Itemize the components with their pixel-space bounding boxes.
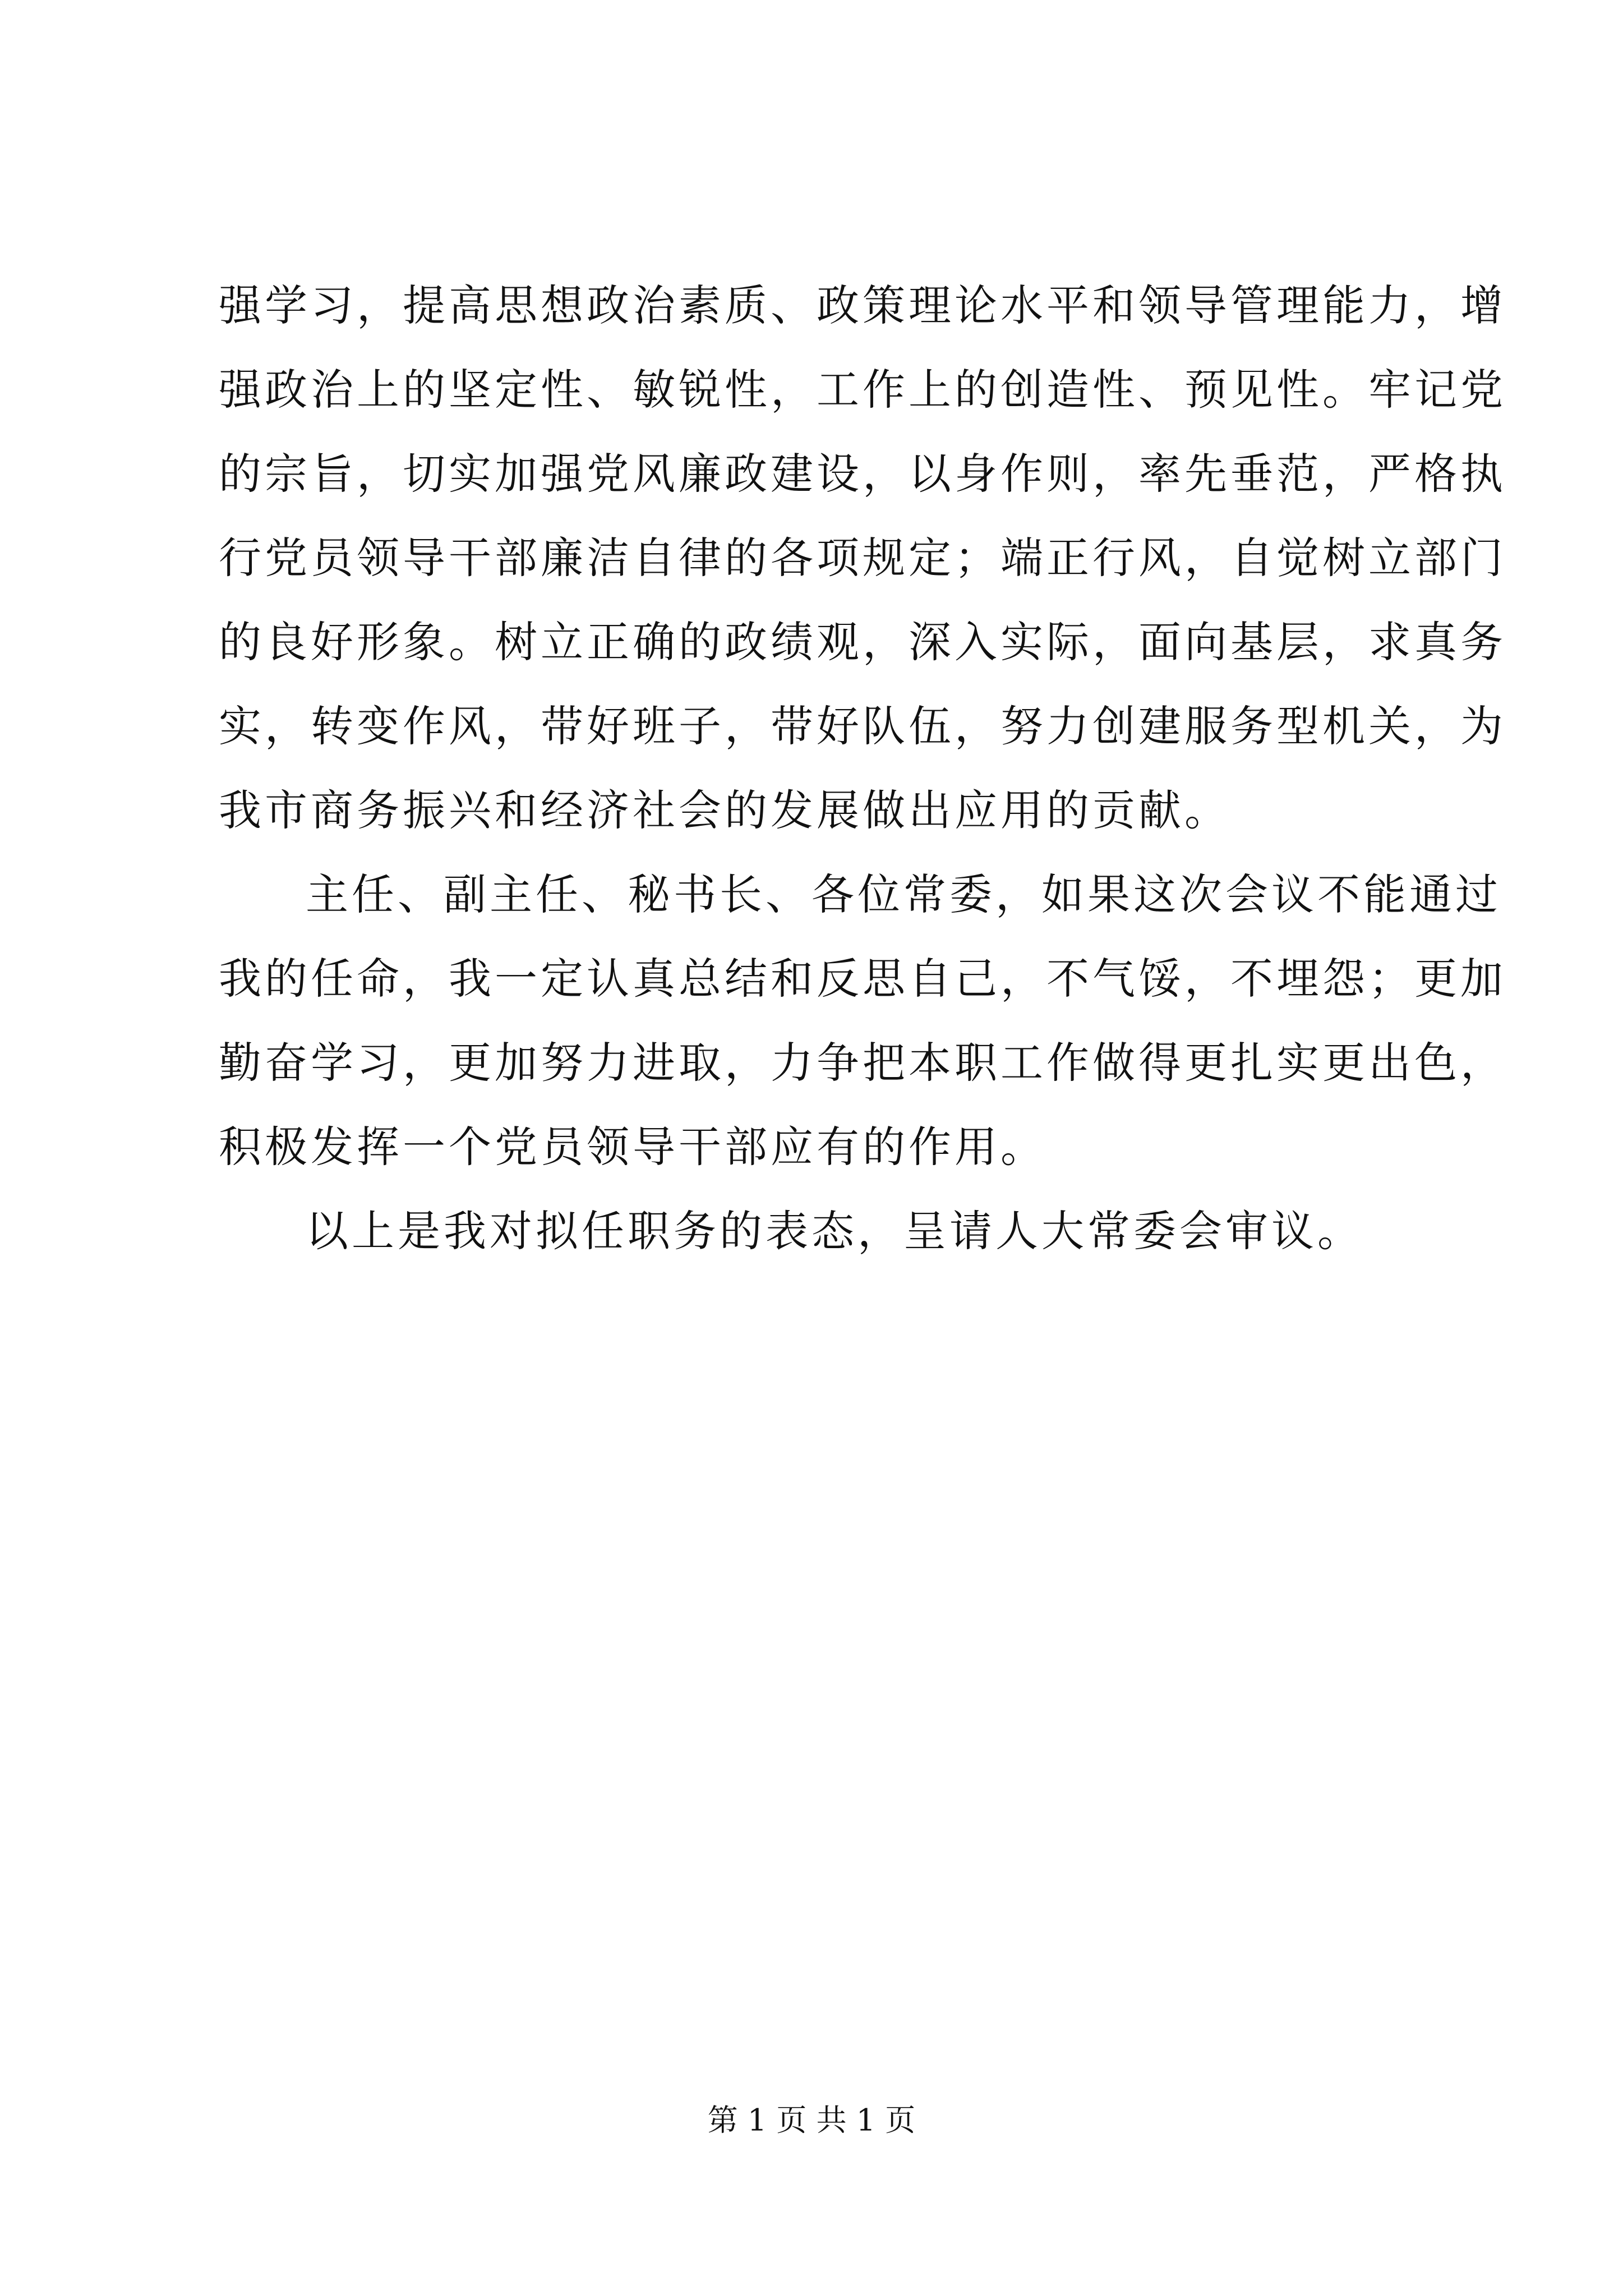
document-body [219,264,1506,1273]
text-line: 主任、副主任、秘书长、各位常委，如果这次会议不能通过 [306,869,1501,919]
text-line: 勤奋学习，更加努力进取，力争把本职工作做得更扎实更出色， [219,1038,1506,1088]
text-line: 我市商务振兴和经济社会的发展做出应用的贡献。 [219,785,1230,835]
text-line: 以上是我对拟任职务的表态，呈请人大常委会审议。 [306,1206,1363,1256]
paragraph-2 [219,853,1506,1189]
text-line: 的宗旨，切实加强党风廉政建设，以身作则，率先垂范，严格执 [219,449,1506,499]
page-number: 第 1 页 共 1 页 [707,2102,916,2138]
text-line: 强政治上的坚定性、敏锐性，工作上的创造性、预见性。牢记党 [219,365,1506,415]
text-line: 积极发挥一个党员领导干部应有的作用。 [219,1122,1046,1172]
page-footer [0,2101,1623,2140]
paragraph-3 [219,1189,1441,1273]
paragraph-1 [219,264,1506,853]
text-line: 强学习，提高思想政治素质、政策理论水平和领导管理能力，增 [219,280,1506,330]
text-line: 的良好形象。树立正确的政绩观，深入实际，面向基层，求真务 [219,617,1506,667]
text-line: 我的任命，我一定认真总结和反思自己，不气馁，不埋怨；更加 [219,954,1506,1004]
text-line: 行党员领导干部廉洁自律的各项规定；端正行风，自觉树立部门 [219,533,1506,583]
text-line: 实，转变作风，带好班子，带好队伍，努力创建服务型机关，为 [219,701,1506,751]
